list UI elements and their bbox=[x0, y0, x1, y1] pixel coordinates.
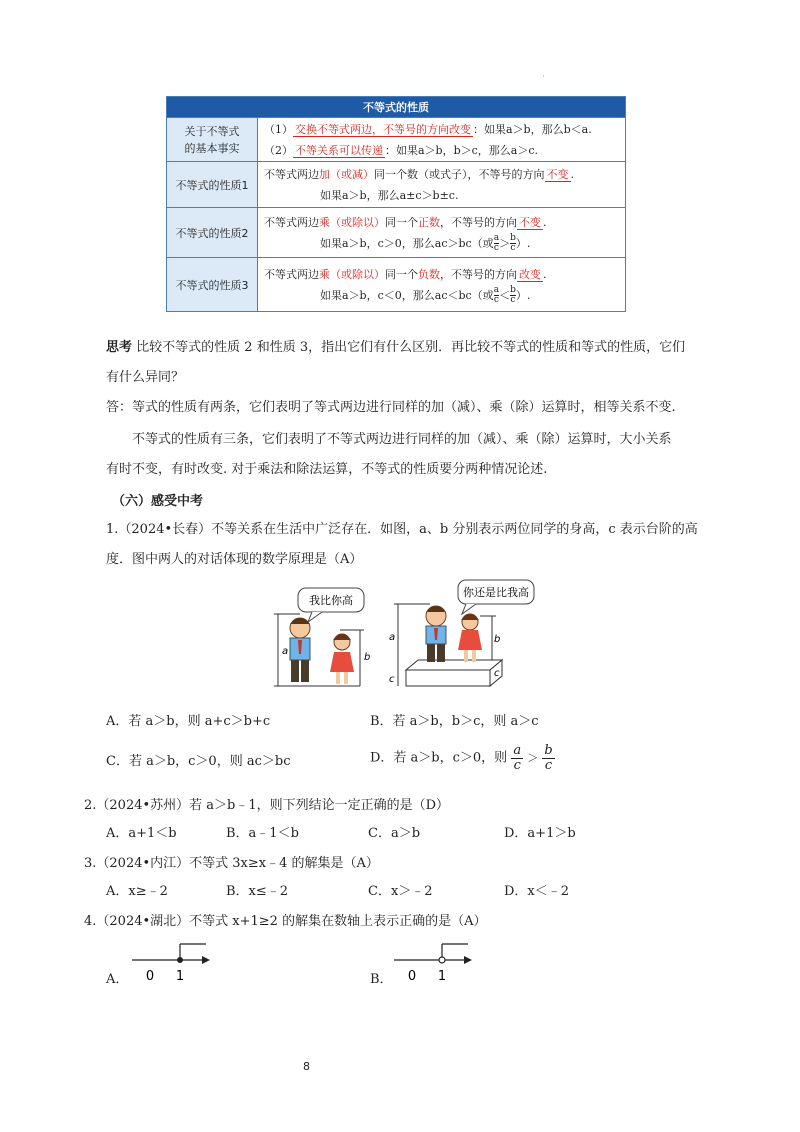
step-top bbox=[406, 660, 502, 670]
tick-label-0: 0 bbox=[407, 969, 417, 984]
q2-option-d[interactable]: D．a+1＞b bbox=[504, 826, 576, 841]
hollow-dot-icon bbox=[439, 957, 445, 963]
step-front bbox=[406, 670, 490, 686]
table-header: 不等式的性质 bbox=[167, 97, 626, 118]
page-number: 8 bbox=[303, 1060, 310, 1073]
think-label: 思考 bbox=[106, 340, 133, 355]
q1-figure bbox=[270, 574, 540, 692]
q3-stem: 3.（2024•内江）不等式 3x≥x﹣4 的解集是（A） bbox=[84, 856, 379, 871]
q2-option-c[interactable]: C．a＞b bbox=[368, 826, 421, 841]
label-a-right: a bbox=[389, 632, 396, 643]
q3-option-c[interactable]: C．x＞﹣2 bbox=[368, 884, 433, 899]
girl-figure-right bbox=[458, 614, 482, 662]
row-content: 不等式两边乘（或除以）同一个负数，不等号的方向 改变 . 如果a＞b，c＜0，那么ac＜bc（或 $\frac{a}{c}$ ＜ $\frac{b}{c}$ ）. bbox=[258, 258, 626, 312]
tick-label-1: 1 bbox=[175, 969, 185, 984]
row-label: 不等式的性质2 bbox=[167, 208, 258, 258]
row-content: （1） 交换不等式两边，不等号的方向改变 ：如果a＞b，那么b＜a. （2） 不等关系可以传递 ：如果a＞b，b＞c，那么a＞c. bbox=[258, 118, 626, 162]
label-a: a bbox=[282, 646, 289, 657]
row-label: 不等式的性质1 bbox=[167, 162, 258, 208]
q3-option-b[interactable]: B．x≤﹣2 bbox=[226, 884, 289, 899]
answer-p2b: 有时不变，有时改变. 对于乘法和除法运算，不等式的性质要分两种情况论述. bbox=[106, 462, 548, 477]
bubble-tail-left bbox=[308, 612, 322, 622]
q4-option-b-label[interactable]: B． bbox=[370, 972, 393, 987]
answer-p2a: 不等式的性质有三条，它们表明了不等式两边进行同样的加（减）、乘（除）运算时，大小关系 bbox=[132, 432, 672, 447]
table-row bbox=[167, 162, 626, 208]
q1-stem-line2: 度．图中两人的对话体现的数学原理是（A） bbox=[106, 552, 363, 567]
q1-option-d[interactable]: D．若 a＞b，c＞0，则 $\frac{a}{c}$ ＞ $\frac{b}{c}$ bbox=[370, 743, 553, 773]
properties-table bbox=[166, 96, 626, 312]
label-c-left: c bbox=[389, 674, 395, 685]
arrow-right-icon bbox=[202, 956, 210, 964]
row-content: 不等式两边加（或减）同一个数（或式子），不等号的方向 不变 . 如果a＞b，那么a±c＞b±c. bbox=[258, 162, 626, 208]
arrow-right-icon bbox=[464, 956, 472, 964]
table-row bbox=[167, 258, 626, 312]
row-content: 不等式两边乘（或除以）同一个正数，不等号的方向 不变 . 如果a＞b，c＞0，那么ac＞bc（或 $\frac{a}{c}$ ＞ $\frac{b}{c}$ ）. bbox=[258, 208, 626, 258]
q1-option-c[interactable]: C．若 a＞b，c＞0，则 ac＞bc bbox=[106, 754, 291, 769]
corner-dot: · bbox=[542, 72, 545, 82]
q4-number-line-a[interactable] bbox=[130, 938, 212, 988]
table-row bbox=[167, 118, 626, 162]
label-c-right: c bbox=[494, 668, 500, 679]
q1-option-a[interactable]: A．若 a＞b，则 a+c＞b+c bbox=[106, 714, 271, 729]
label-b: b bbox=[364, 652, 371, 663]
row-label: 不等式的性质3 bbox=[167, 258, 258, 312]
row-label: 关于不等式的基本事实 bbox=[167, 118, 258, 162]
think-line2: 有什么异同？ bbox=[106, 370, 185, 385]
solid-dot-icon bbox=[177, 957, 183, 963]
q4-stem: 4.（2024•湖北）不等式 x+1≥2 的解集在数轴上表示正确的是（A） bbox=[84, 914, 487, 929]
section-title: （六）感受中考 bbox=[112, 494, 204, 509]
boy-figure-left bbox=[290, 618, 310, 682]
girl-figure-left bbox=[330, 634, 354, 684]
think-paragraph: 思考 比较不等式的性质 2 和性质 3，指出它们有什么区别．再比较不等式的性质和等式的性质，它们 bbox=[106, 340, 686, 355]
bubble-text-right: 你还是比我高 bbox=[463, 586, 529, 599]
label-b-right: b bbox=[494, 634, 501, 645]
tick-label-1: 1 bbox=[437, 969, 447, 984]
q1-option-b[interactable]: B．若 a＞b，b＞c，则 a＞c bbox=[370, 714, 539, 729]
q2-stem: 2.（2024•苏州）若 a＞b﹣1，则下列结论一定正确的是（D） bbox=[84, 798, 450, 813]
bubble-text-left: 我比你高 bbox=[309, 594, 353, 607]
q3-option-a[interactable]: A．x≥﹣2 bbox=[106, 884, 168, 899]
q2-option-a[interactable]: A．a+1＜b bbox=[106, 826, 177, 841]
q4-number-line-b[interactable] bbox=[392, 938, 474, 988]
boy-figure-right bbox=[426, 606, 446, 662]
q3-option-d[interactable]: D．x＜﹣2 bbox=[504, 884, 570, 899]
answer-p1: 答：等式的性质有两条，它们表明了等式两边进行同样的加（减）、乘（除）运算时，相等关系不变. bbox=[106, 400, 676, 415]
table-row bbox=[167, 208, 626, 258]
q2-option-b[interactable]: B．a﹣1＜b bbox=[226, 826, 299, 841]
bubble-tail-right bbox=[462, 604, 476, 614]
q4-option-a-label[interactable]: A． bbox=[106, 972, 129, 987]
tick-label-0: 0 bbox=[145, 969, 155, 984]
q1-stem-line1: 1.（2024•长春）不等关系在生活中广泛存在．如图，a、b 分别表示两位同学的身高，c 表示台阶的高 bbox=[106, 522, 698, 537]
